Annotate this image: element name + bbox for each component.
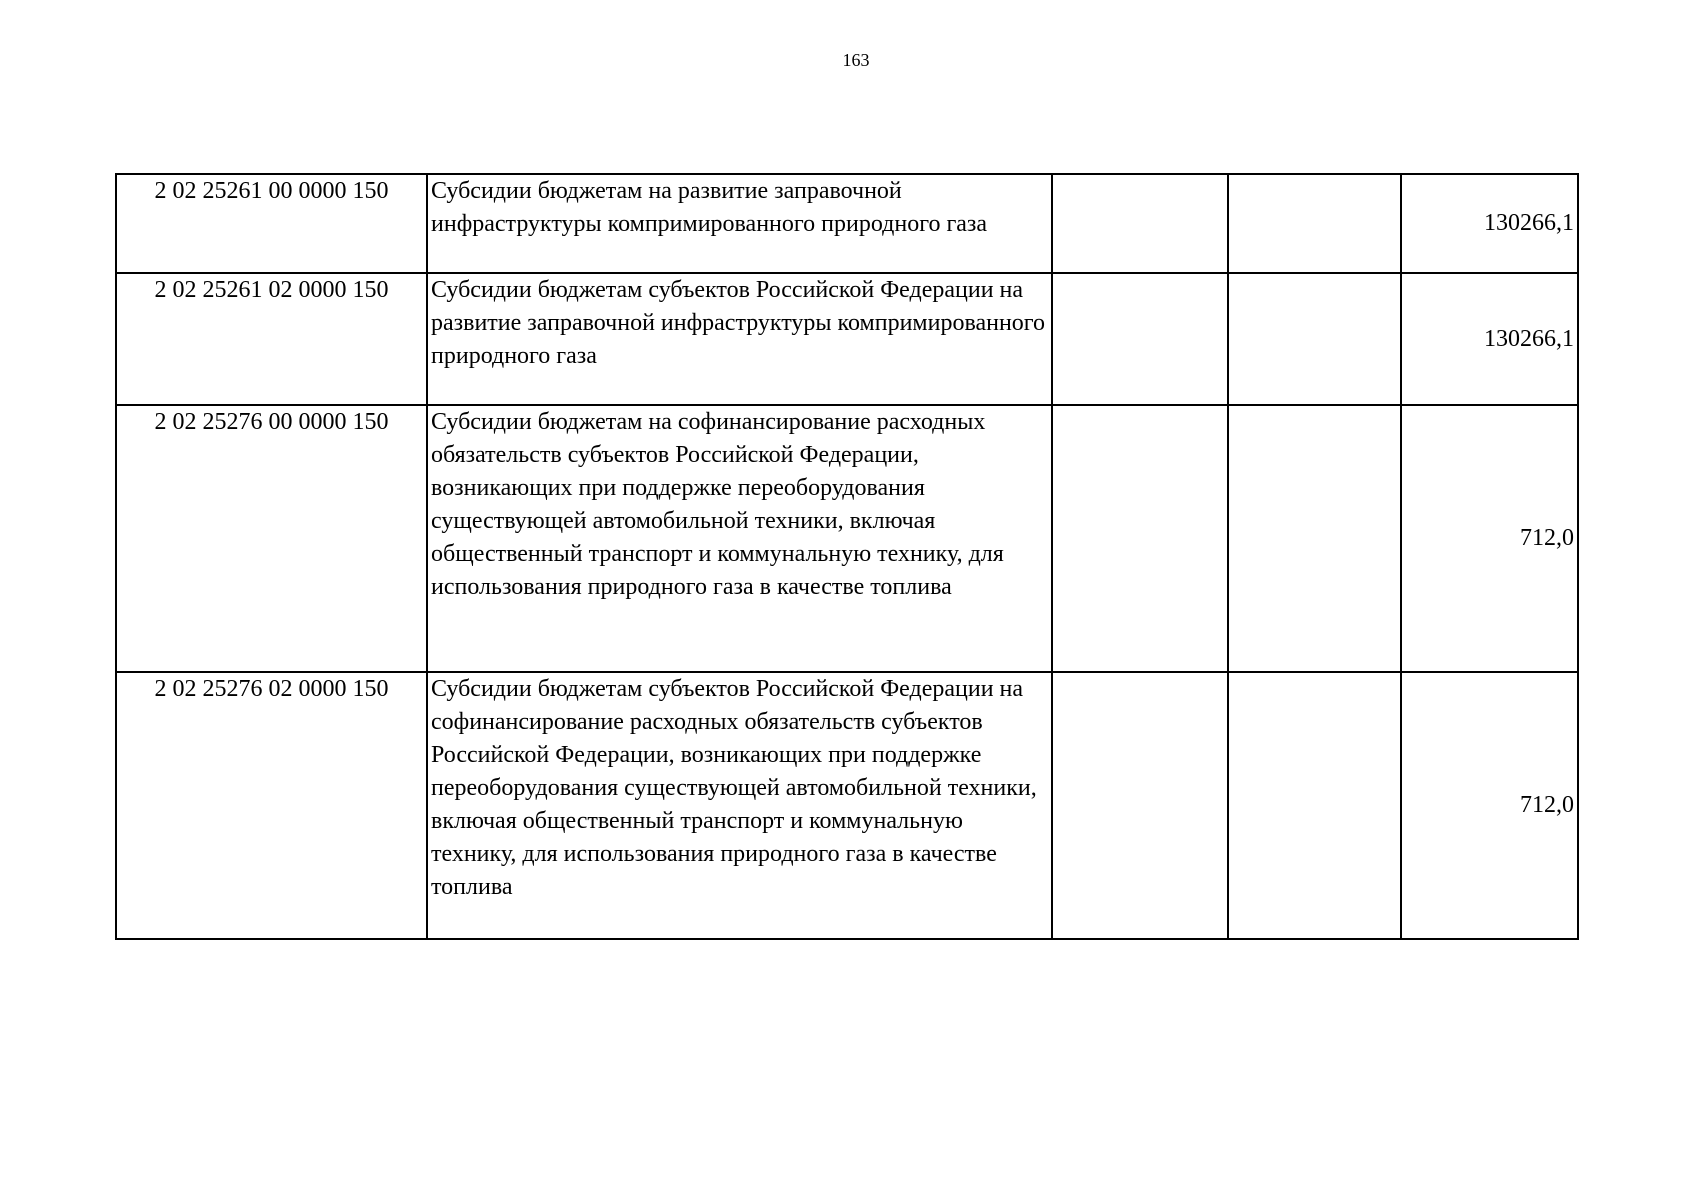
description-cell: Субсидии бюджетам на развитие заправочной инфраструктуры компримированного природного газа [427, 174, 1052, 273]
description-cell: Субсидии бюджетам на софинансирование расходных обязательств субъектов Российской Федерации, возникающих при поддержке переоборудования существующей автомобильной техники, включая общественный транспорт и коммунальную технику, для использования природного газа в качестве топлива [427, 405, 1052, 672]
budget-code-cell: 2 02 25261 00 0000 150 [116, 174, 427, 273]
table-row [116, 405, 1578, 672]
empty-cell [1052, 174, 1228, 273]
table-row [116, 672, 1578, 939]
page-number: 163 [842, 50, 870, 70]
budget-code-cell: 2 02 25261 02 0000 150 [116, 273, 427, 405]
empty-cell [1228, 174, 1401, 273]
table-row [116, 174, 1578, 273]
empty-cell [1228, 672, 1401, 939]
table-row [116, 273, 1578, 405]
empty-cell [1052, 273, 1228, 405]
amount-cell: 712,0 [1401, 672, 1578, 939]
amount-cell: 130266,1 [1401, 273, 1578, 405]
empty-cell [1228, 405, 1401, 672]
description-cell: Субсидии бюджетам субъектов Российской Федерации на развитие заправочной инфраструктуры компримированного природного газа [427, 273, 1052, 405]
budget-code-cell: 2 02 25276 00 0000 150 [116, 405, 427, 672]
empty-cell [1228, 273, 1401, 405]
amount-cell: 130266,1 [1401, 174, 1578, 273]
description-cell: Субсидии бюджетам субъектов Российской Федерации на софинансирование расходных обязательств субъектов Российской Федерации, возникающих при поддержке переоборудования существующей автомобильной техники, включая общественный транспорт и коммунальную технику, для использования природного газа в качестве топлива [427, 672, 1052, 939]
empty-cell [1052, 672, 1228, 939]
empty-cell [1052, 405, 1228, 672]
amount-cell: 712,0 [1401, 405, 1578, 672]
budget-revenue-table [115, 173, 1579, 940]
budget-code-cell: 2 02 25276 02 0000 150 [116, 672, 427, 939]
